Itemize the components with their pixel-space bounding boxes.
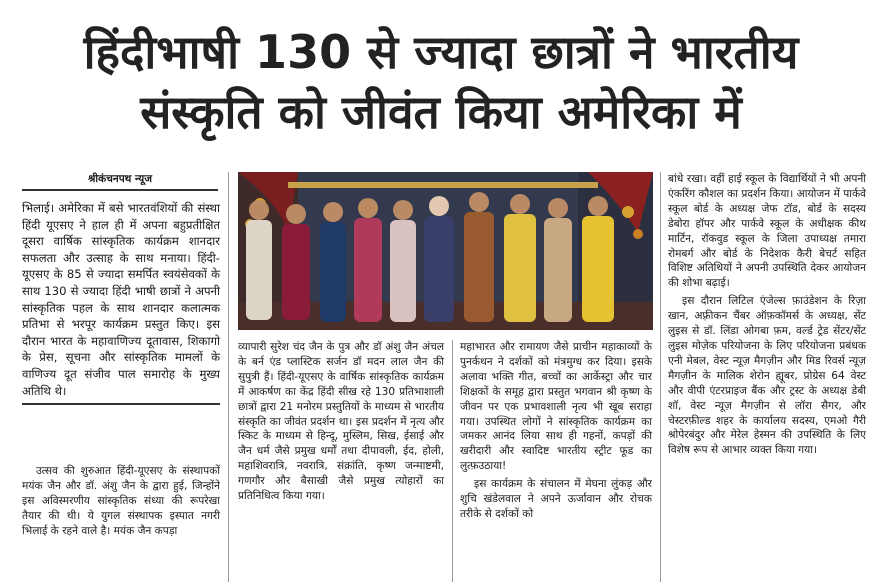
headline <box>18 22 864 142</box>
column-3-paragraph-1: महाभारत और रामायण जैसे प्राचीन महाकाव्यों के पुनर्कथन ने दर्शकों को मंत्रमुग्ध कर दिया। इसके अलावा भक्ति गीत, बच्चों का आर्केस्ट्रा और चार शिक्षकों के समूह द्वारा प्रस्तुत भगवान श्री कृष्ण के जीवन पर एक प्रभावशाली नृत्य भी खूब सराहा गया। उपस्थित लोगों ने सांस्कृतिक कार्यक्रम का जमकर आनंद लिया साथ ही गहनों, कपड़ों की खरीदारी और स्वादिष्ट भारतीय स्ट्रीट फूड का लुत्फ़उठाया! <box>460 341 652 473</box>
column-4-paragraph-1: बांधे रखा। वहीं हाई स्कूल के विद्यार्थियों ने भी अपनी एंकरिंग कौशल का प्रदर्शन किया। आयोजन में पार्कवे स्कूल बोर्ड के अध्यक्ष जेफ टॉड, बोर्ड के सदस्य डेबोरा हॉपर और पार्कवे स्कूल के अधीक्षक कीथ मार्टिन, रॉकवुड स्कूल के जिला उपाध्यक्ष तमारा रोमबर्ग और बोर्ड के निदेशक कैरी बेचर्ट सहित विशिष्ट अतिथियों ने अपनी उपस्थिति देकर आयोजन की शोभा बढ़ाई। <box>668 173 866 290</box>
column-divider <box>452 340 453 582</box>
column-2-body <box>238 340 444 507</box>
column-3-paragraph-2: इस कार्यक्रम के संचालन में मेघना लुंकड़ और शुचि खंडेलवाल ने अपने ऊर्जावान और रोचक तरीके से दर्शकों को <box>460 478 652 520</box>
headline-line-1: हिंदीभाषी 130 से ज्यादा छात्रों ने भारतीय <box>83 25 799 79</box>
column-divider <box>228 172 229 582</box>
column-divider <box>660 172 661 582</box>
column-3-body <box>460 340 652 525</box>
byline: श्रीकंचनपथ न्यूज <box>22 172 218 191</box>
headline-line-2: संस्कृति को जीवंत किया अमेरिका में <box>140 85 742 139</box>
group-photo <box>238 172 653 330</box>
column-4-body <box>668 172 866 461</box>
column-1-paragraph: उत्सव की शुरुआत हिंदी-यूएसए के संस्थापकों मयंक जैन और डॉ. अंशु जैन के द्वारा हुई, जिन्होंने इस अविस्मरणीय सांस्कृतिक संध्या की रूपरेखा तैयार की थी। ये युगल संस्थापक इस्पात नगरी भिलाई के रहने वाले है। मयंक जैन कपड़ा <box>22 465 220 537</box>
intro-paragraph: भिलाई। अमेरिका में बसे भारतवंशियों की संस्था हिंदी यूएसए ने हाल ही में अपना बहुप्रतीक्षित दूसरा वार्षिक सांस्कृतिक कार्यक्रम शानदार सफलता और उत्साह के साथ मनाया। हिंदी-यूएसए के 85 से ज्यादा समर्पित स्वयंसेवकों के साथ 130 से ज्यादा हिंदी भाषी छात्रों ने अपनी सांस्कृतिक पहल के साथ शानदार कलात्मक प्रतिभा से भरपूर कार्यक्रम प्रस्तुत किए। इस दौरान भारत के महावाणिज्य दूतावास, शिकागो के प्रेस, सूचना और सांस्कृतिक मामलों के वाणिज्य दूत संजीव पाल समारोह के मुख्य अतिथि थे। <box>22 200 220 405</box>
column-4-paragraph-2: इस दौरान लिटिल एंजेल्स फ़ाउंडेशन के रिज़ा खान, अफ़्रीकन चैंबर ऑफ़कॉमर्स के अध्यक्ष, सेंट लुइस से डॉ. लिंडा ओगबा फ़म, वर्ल्ड ट्रेड सेंटर/सेंट लुइस मोज़ेक परियोजना के लिए परियोजना प्रबंधक एनी मेबल, वेस्ट न्यूज़ मैगज़ीन और मिड रिवर्स न्यूज़ मैगज़ीन के मालिक शेरोन ह्यूबर, प्रोग्रेस 64 वेस्ट और वीपी एंटरप्राइज बैंक और ट्रस्ट के अध्यक्ष डेबी शॉ, वेस्ट न्यूज़ मैगज़ीन से लॉरा सैगर, और चेस्टरफ़ील्ड शहर के कार्यालय सदस्य, एमओ गैरी श्रोपेरबंदुर और मेरेल हेस्मन की उपस्थिति के लिए विशेष रूप से आभार व्यक्त किया गया। <box>668 295 866 457</box>
column-2-paragraph: व्यापारी सुरेश चंद जैन के पुत्र और डॉ अंशु जैन अंचल के बर्न एंड प्लास्टिक सर्जन डॉ मदन लाल जैन की सुपुत्री हैं। हिंदी-यूएसए के वार्षिक सांस्कृतिक कार्यक्रम में आकर्षण का केंद्र हिंदी सीख रहे 130 प्रतिभाशाली छात्रों द्वारा 21 मनोरम प्रस्तुतियों के माध्यम से भारतीय संस्कृति का जीवंत प्रदर्शन था। इस प्रदर्शन में नृत्य और स्किट के माध्यम से हिन्दू, मुस्लिम, सिख, ईसाई और जैन धर्म जैसे प्रमुख धर्मों तथा दीपावली, ईद, होली, महाशिवरात्रि, नवरात्रि, संक्रांति, कृष्ण जन्माष्टमी, गणगौर और बैसाखी जैसे प्रमुख त्योहारों का प्रतिनिधित्व किया गया। <box>238 341 444 503</box>
group-photo-illustration <box>238 172 653 330</box>
column-1-body <box>22 464 220 542</box>
